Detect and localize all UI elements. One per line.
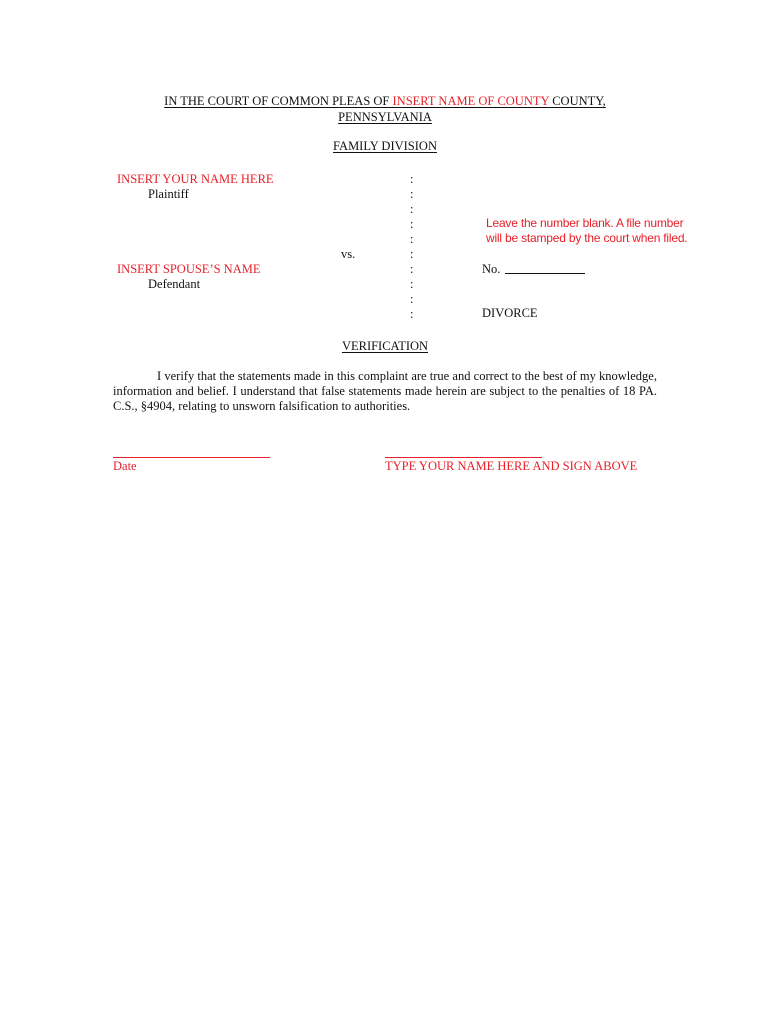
plaintiff-label: Plaintiff — [148, 187, 189, 201]
colon-separator: : — [410, 202, 414, 216]
court-division: FAMILY DIVISION — [333, 139, 437, 153]
caption-prefix: IN THE COURT OF COMMON PLEAS OF — [164, 94, 393, 108]
colon-separator: : — [410, 187, 414, 201]
colon-separator: : — [410, 277, 414, 291]
caption-colon-column — [410, 172, 420, 322]
court-caption-line — [0, 94, 770, 109]
verification-statement — [113, 369, 657, 414]
signature-line[interactable] — [385, 457, 542, 458]
colon-separator: : — [410, 262, 414, 276]
signature-name-placeholder[interactable]: TYPE YOUR NAME HERE AND SIGN ABOVE — [385, 459, 638, 473]
colon-separator: : — [410, 292, 414, 306]
versus-label: vs. — [341, 247, 356, 261]
date-label: Date — [113, 459, 137, 473]
colon-separator: : — [410, 172, 414, 186]
colon-separator: : — [410, 217, 414, 231]
file-number-note-line: will be stamped by the court when filed. — [486, 231, 688, 245]
verification-body: I verify that the statements made in this complaint are true and correct to the best of my knowledge, information and belief. I understand that false statements made herein are subject to the penalties of 18 PA. C.S., §4904, relating to unsworn falsification to authorities. — [113, 369, 657, 413]
case-number-label: No. — [482, 262, 501, 276]
verification-heading: VERIFICATION — [341, 339, 429, 353]
plaintiff-name-placeholder[interactable]: INSERT YOUR NAME HERE — [117, 172, 274, 186]
file-number-note — [486, 216, 687, 246]
case-number-field[interactable] — [505, 273, 585, 274]
colon-separator: : — [410, 307, 414, 321]
county-placeholder[interactable]: INSERT NAME OF COUNTY — [392, 94, 550, 108]
case-type: DIVORCE — [482, 306, 538, 320]
defendant-name-placeholder[interactable]: INSERT SPOUSE’S NAME — [117, 262, 261, 276]
defendant-label: Defendant — [148, 277, 201, 291]
colon-separator: : — [410, 232, 414, 246]
court-state: PENNSYLVANIA — [338, 110, 432, 124]
file-number-note-line: Leave the number blank. A file number — [486, 216, 684, 230]
date-signature-line[interactable] — [113, 457, 270, 458]
caption-suffix: COUNTY, — [549, 94, 606, 108]
colon-separator: : — [410, 247, 414, 261]
